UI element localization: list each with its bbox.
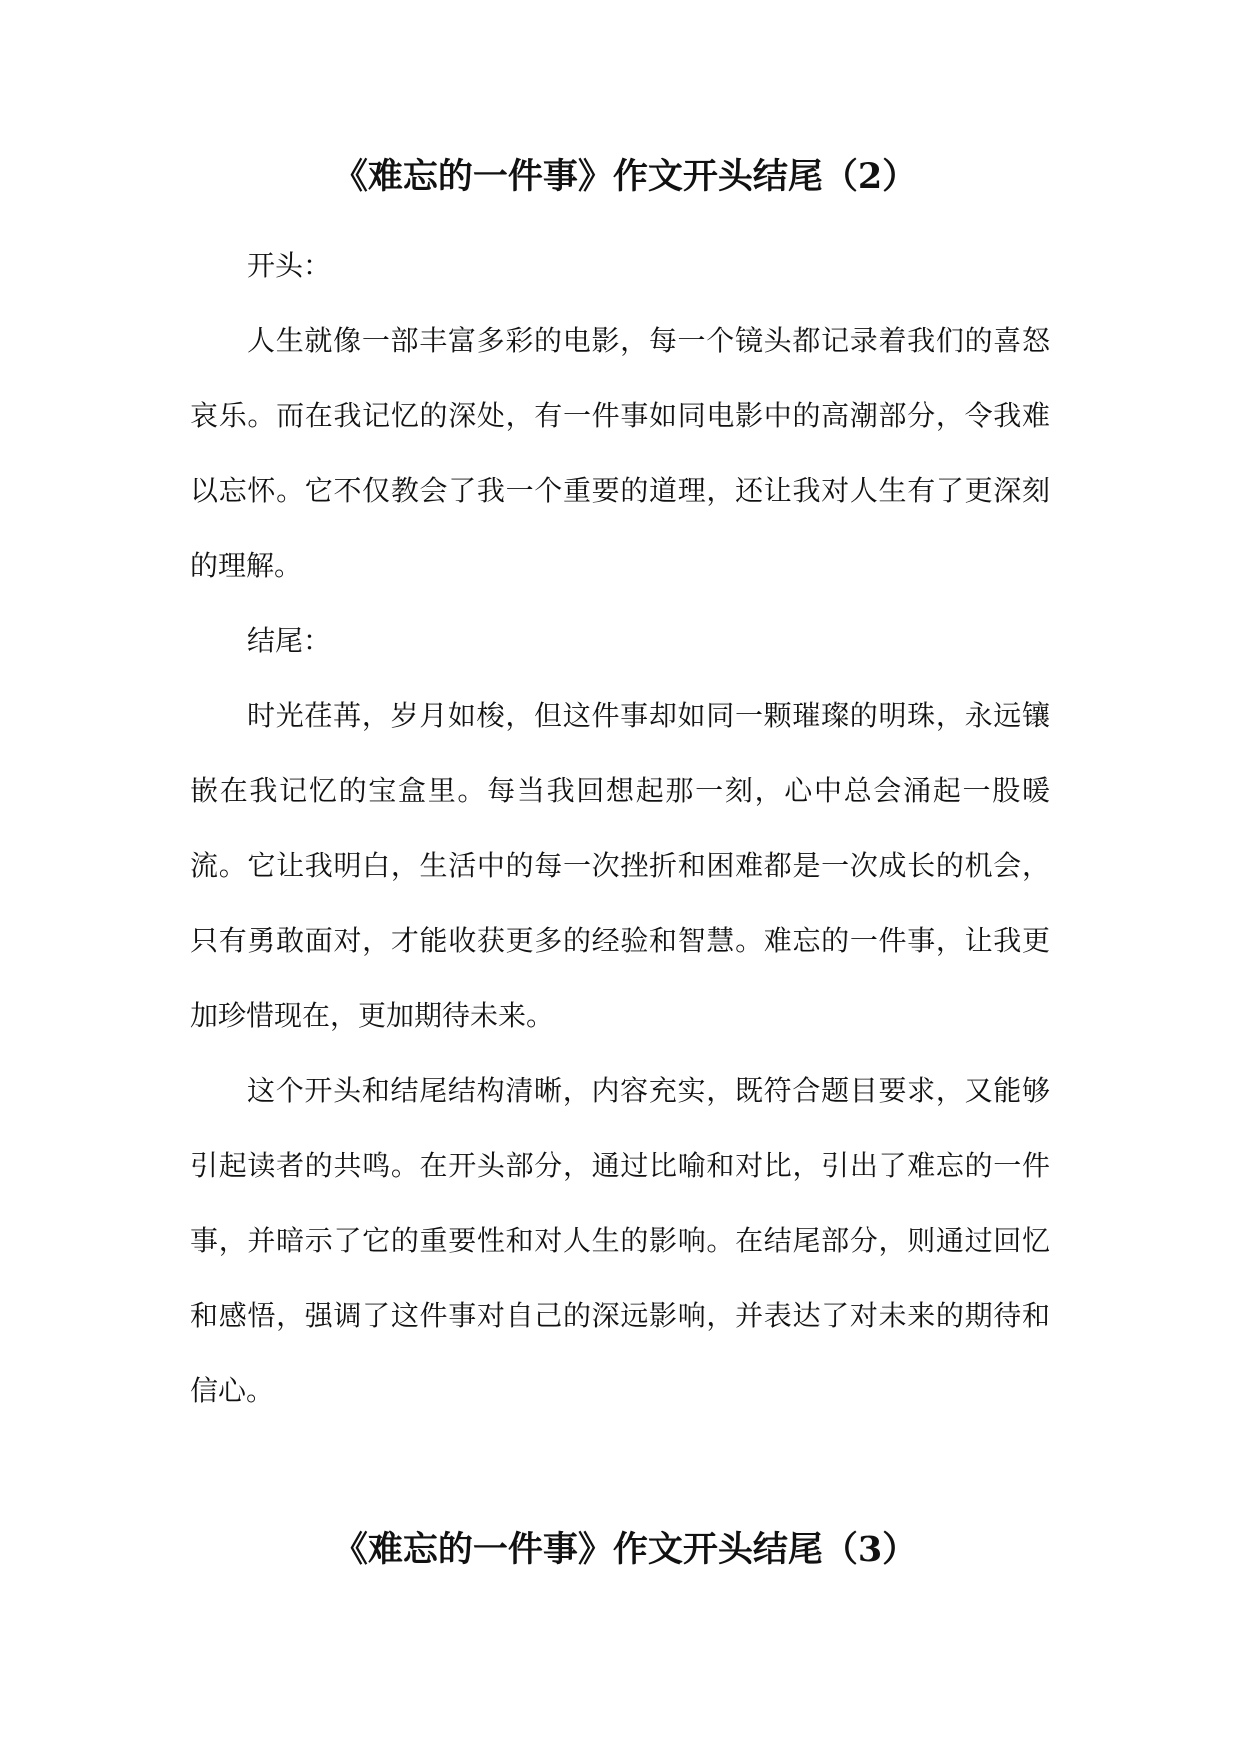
opening-label: 开头： <box>247 249 332 282</box>
opening-paragraph: 人生就像一部丰富多彩的电影，每一个镜头都记录着我们的喜怒哀乐。而在我记忆的深处，有一件事如同电影中的高潮部分，令我难以忘怀。它不仅教会了我一个重要的道理，还让我对人生有了更深刻的理解。 <box>190 324 1050 582</box>
ending-label: 结尾： <box>247 624 332 657</box>
ending-paragraph: 时光荏苒，岁月如梭，但这件事却如同一颗璀璨的明珠，永远镶嵌在我记忆的宝盒里。每当我回想起那一刻，心中总会涌起一股暖流。它让我明白，生活中的每一次挫折和困难都是一次成长的机会，只有勇敢面对，才能收获更多的经验和智慧。难忘的一件事，让我更加珍惜现在，更加期待未来。 <box>190 699 1050 1032</box>
section-2-title: 《难忘的一件事》作文开头结尾（2） <box>332 156 918 197</box>
section-3-title: 《难忘的一件事》作文开头结尾（3） <box>332 1529 918 1570</box>
section-2-body <box>190 228 1050 1428</box>
commentary-paragraph: 这个开头和结尾结构清晰，内容充实，既符合题目要求，又能够引起读者的共鸣。在开头部分，通过比喻和对比，引出了难忘的一件事，并暗示了它的重要性和对人生的影响。在结尾部分，则通过回忆和感悟，强调了这件事对自己的深远影响，并表达了对未来的期待和信心。 <box>190 1074 1050 1407</box>
